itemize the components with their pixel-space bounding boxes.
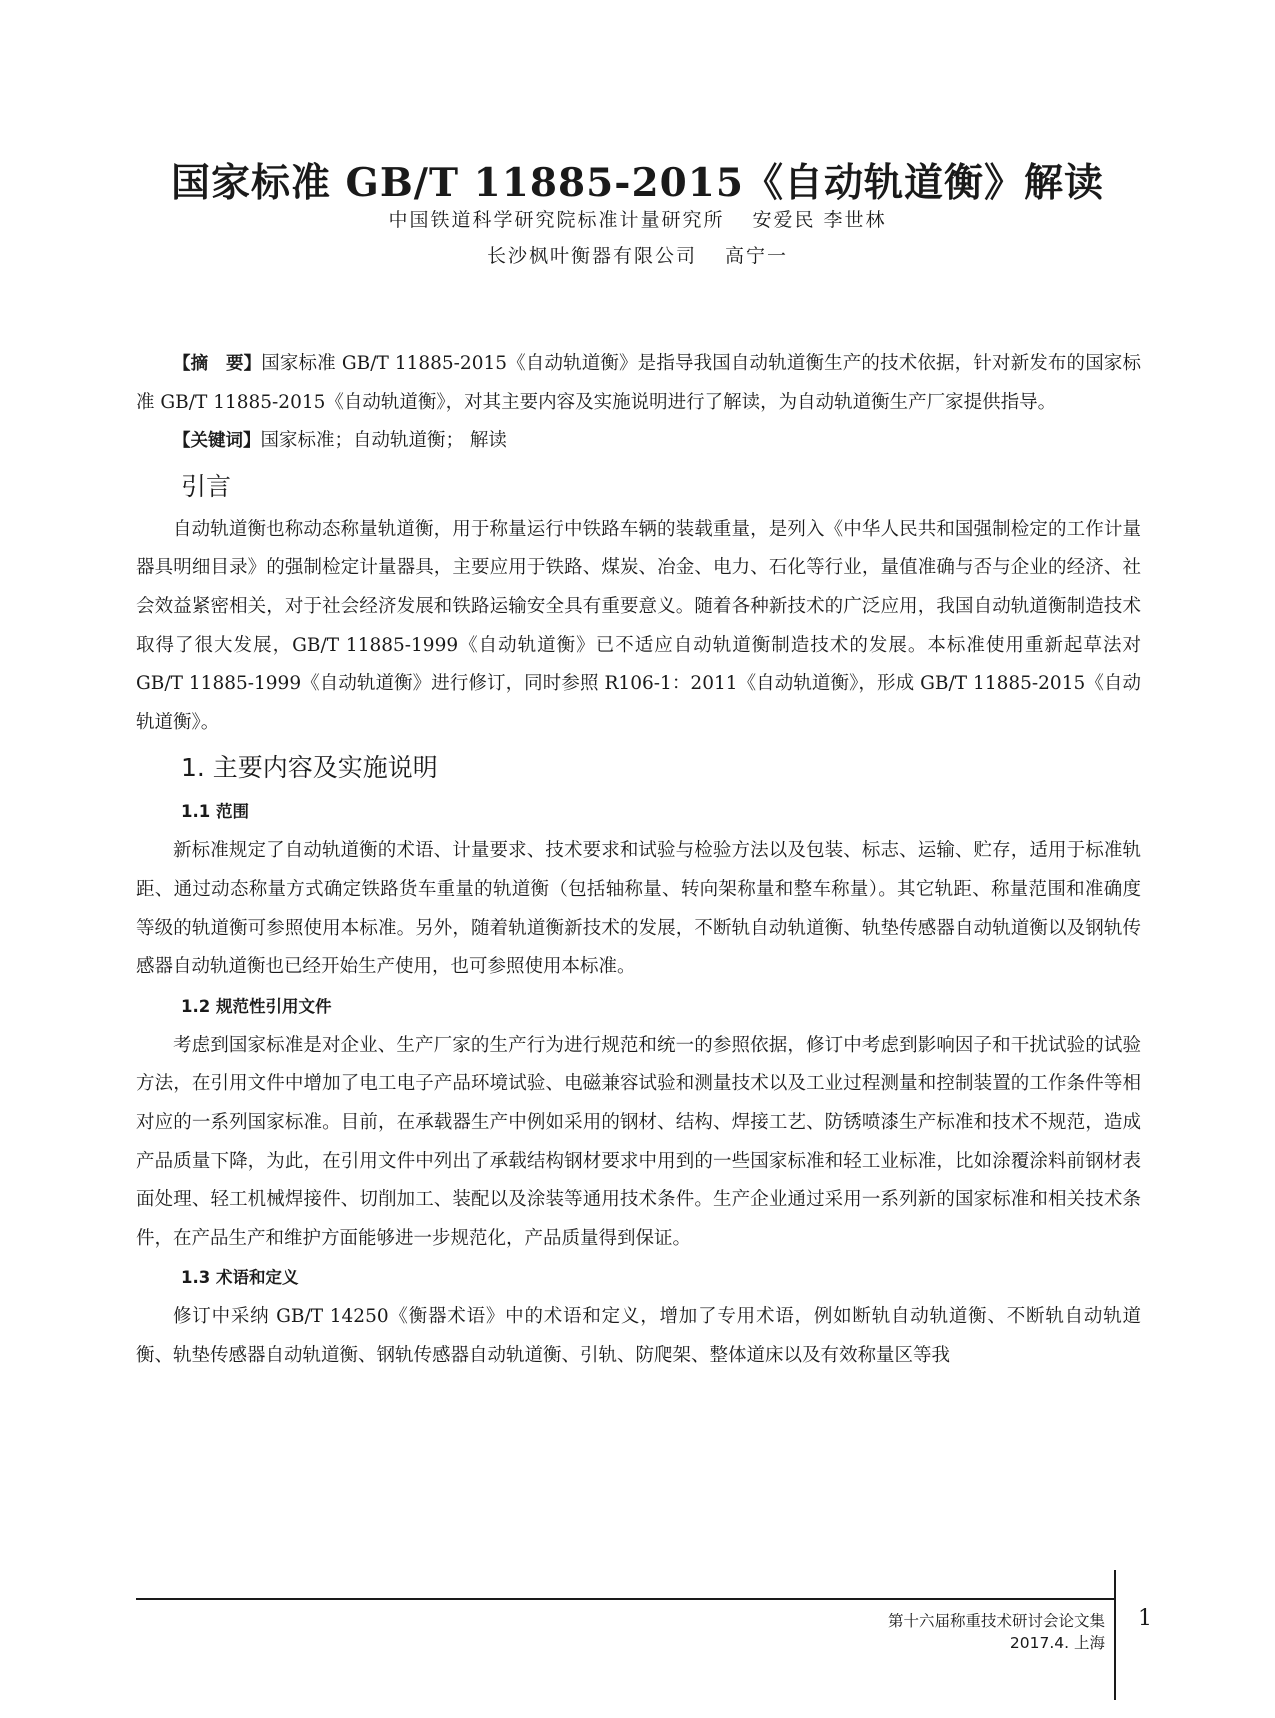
author-line-2	[0, 241, 1275, 268]
abstract-text: 国家标准 GB/T 11885-2015《自动轨道衡》是指导我国自动轨道衡生产的技术依据，针对新发布的国家标准 GB/T 11885-2015《自动轨道衡》，对其主要内容及实施说明进行了解读，为自动轨道衡生产厂家提供指导。	[136, 353, 1141, 413]
keywords-text: 国家标准；自动轨道衡； 解读	[260, 430, 507, 452]
date-place: 2017.4. 上海	[1009, 1634, 1105, 1652]
paper-body	[136, 345, 1141, 1375]
section-heading-intro: 引言	[181, 471, 232, 501]
abstract	[136, 345, 1141, 422]
keywords-label: 【关键词】	[173, 431, 261, 452]
section-heading-1: 1. 主要内容及实施说明	[181, 753, 438, 783]
subsection-heading-1-2: 1.2 规范性引用文件	[181, 996, 332, 1016]
paragraph-1-3: 修订中采纳 GB/T 14250《衡器术语》中的术语和定义，增加了专用术语，例如断轨自动轨道衡、不断轨自动轨道衡、轨垫传感器自动轨道衡、钢轨传感器自动轨道衡、引轨、防爬架、整体道床以及有效称量区等我	[136, 1306, 1141, 1366]
author-names: 高宁一	[725, 245, 789, 267]
footer-info	[888, 1610, 1105, 1654]
author-organization: 中国铁道科学研究院标准计量研究所	[388, 209, 725, 231]
subsection-heading-1-3: 1.3 术语和定义	[181, 1268, 299, 1288]
intro-paragraph: 自动轨道衡也称动态称量轨道衡，用于称量运行中铁路车辆的装载重量，是列入《中华人民共和国强制检定的工作计量器具明细目录》的强制检定计量器具，主要应用于铁路、煤炭、冶金、电力、石化等行业，量值准确与否与企业的经济、社会效益紧密相关，对于社会经济发展和铁路运输安全具有重要意义。随着各种新技术的广泛应用，我国自动轨道衡制造技术取得了很大发展，GB/T 11885-1999《自动轨道衡》已不适应自动轨道衡制造技术的发展。本标准使用重新起草法对 GB/T 11885-1999《自动轨道衡》进行修订，同时参照 R106-1：2011《自动轨道衡》，形成 GB/T 11885-2015《自动轨道衡》。	[136, 518, 1141, 733]
author-names: 安爱民 李世林	[752, 209, 887, 231]
paper-title: 国家标准 GB/T 11885-2015《自动轨道衡》解读	[170, 160, 1105, 206]
abstract-label: 【摘 要】	[173, 354, 262, 374]
footer-vertical-rule	[1114, 1570, 1116, 1700]
proceedings-name: 第十六届称重技术研讨会论文集	[887, 1612, 1105, 1630]
keywords	[136, 422, 1141, 461]
footer-rule	[136, 1598, 1116, 1600]
paragraph-1-2: 考虑到国家标准是对企业、生产厂家的生产行为进行规范和统一的参照依据，修订中考虑到影响因子和干扰试验的试验方法，在引用文件中增加了电工电子产品环境试验、电磁兼容试验和测量技术以及工业过程测量和控制装置的工作条件等相对应的一系列国家标准。目前，在承载器生产中例如采用的钢材、结构、焊接工艺、防锈喷漆生产标准和技术不规范，造成产品质量下降，为此，在引用文件中列出了承载结构钢材要求中用到的一些国家标准和轻工业标准，比如涂覆涂料前钢材表面处理、轻工机械焊接件、切削加工、装配以及涂装等通用技术条件。生产企业通过采用一系列新的国家标准和相关技术条件，在产品生产和维护方面能够进一步规范化，产品质量得到保证。	[136, 1034, 1141, 1249]
paragraph-1-1: 新标准规定了自动轨道衡的术语、计量要求、技术要求和试验与检验方法以及包装、标志、运输、贮存，适用于标准轨距、通过动态称量方式确定铁路货车重量的轨道衡（包括轴称量、转向架称量和整车称量）。其它轨距、称量范围和准确度等级的轨道衡可参照使用本标准。另外，随着轨道衡新技术的发展，不断轨自动轨道衡、轨垫传感器自动轨道衡以及钢轨传感器自动轨道衡也已经开始生产使用，也可参照使用本标准。	[136, 840, 1141, 978]
author-organization: 长沙枫叶衡器有限公司	[486, 245, 697, 267]
page-number: 1	[1138, 1606, 1152, 1631]
author-line-1	[0, 205, 1275, 232]
subsection-heading-1-1: 1.1 范围	[181, 802, 249, 822]
